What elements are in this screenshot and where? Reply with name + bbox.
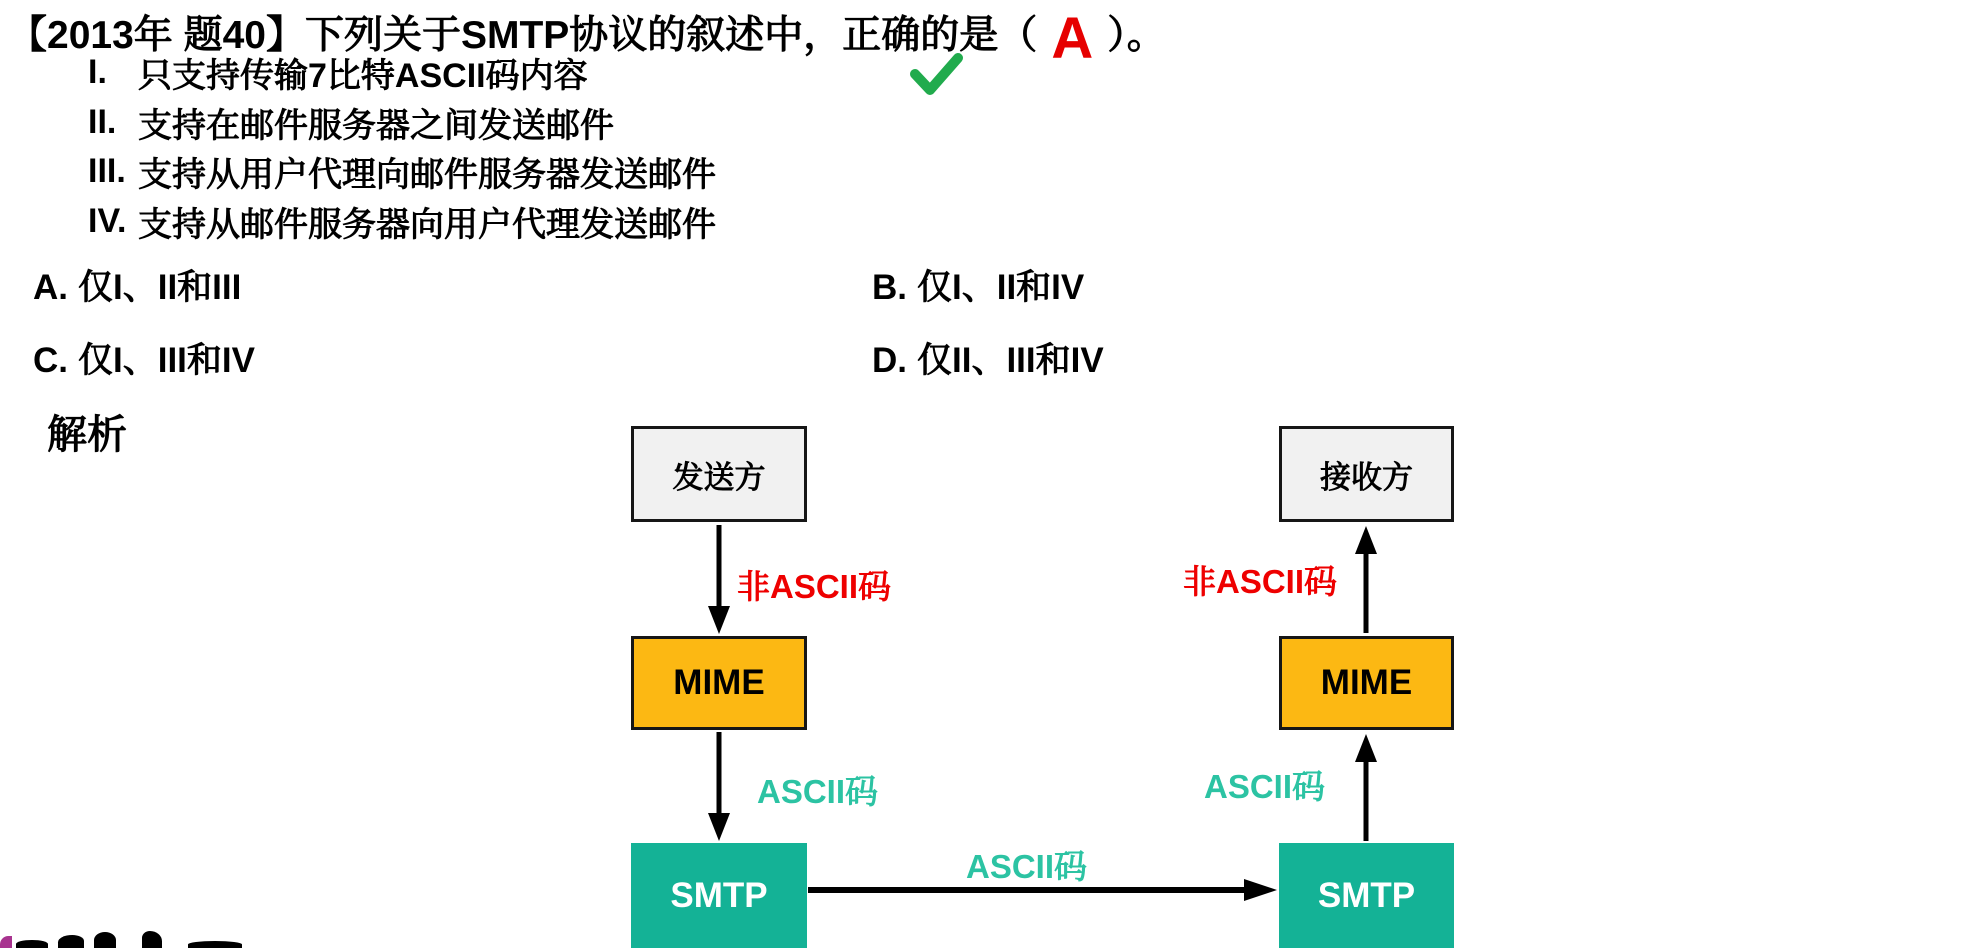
label-ascii-left: ASCII码 [757,773,879,810]
option-a [33,260,241,310]
statement-item-3 [88,147,716,197]
option-label: B. [872,268,907,307]
statement-item-1 [88,48,716,98]
watermark-remnant [16,940,48,948]
statement-item-2 [88,98,716,148]
option-b [872,260,1084,310]
option-text: 仅I、II和III [78,268,242,307]
mime-box-right: MIME [1279,636,1454,730]
receiver-box: 接收方 [1279,426,1454,522]
statement-text: 支持在邮件服务器之间发送邮件 [138,106,614,145]
watermark-remnant [0,936,12,948]
option-label: C. [33,341,68,380]
label-ascii-middle: ASCII码 [966,848,1088,885]
question-title-suffix: ）。 [1107,14,1166,57]
smtp-box-right: SMTP [1279,843,1454,948]
arrow-smtp-to-mime-right [1355,734,1377,841]
statement-text: 支持从邮件服务器向用户代理发送邮件 [138,205,716,244]
statement-item-4 [88,197,716,247]
watermark-remnant [58,935,84,948]
arrow-mime-to-receiver [1355,526,1377,633]
statement-text: 只支持传输7比特ASCII码内容 [138,57,588,96]
analysis-label: 解析 [47,413,127,457]
green-check-icon [908,52,964,96]
watermark-remnant [142,931,162,948]
option-label: A. [33,268,68,307]
watermark-remnant [94,932,116,948]
smtp-box-left: SMTP [631,843,807,948]
option-c [33,333,255,383]
arrow-sender-to-mime [708,525,730,634]
option-text: 仅I、II和IV [917,268,1085,307]
sender-box: 发送方 [631,426,807,522]
label-ascii-right: ASCII码 [1204,768,1326,805]
option-text: 仅I、III和IV [78,341,255,380]
label-non-ascii-left: 非ASCII码 [737,568,892,605]
option-text: 仅II、III和IV [917,341,1104,380]
mime-box-left: MIME [631,636,807,730]
option-label: D. [872,341,907,380]
option-d [872,333,1104,383]
label-non-ascii-right: 非ASCII码 [1183,563,1338,600]
statement-text: 支持从用户代理向邮件服务器发送邮件 [138,156,716,195]
statement-list [88,48,716,246]
answer-letter: A [1051,6,1094,71]
question-title-text: 【2013年 题40】下列关于SMTP协议的叙述中，正确的是（ [8,14,1038,57]
statement-numeral: I. [88,53,107,92]
statement-numeral: II. [88,102,117,141]
arrow-mime-to-smtp [708,732,730,841]
statement-numeral: IV. [88,201,127,240]
statement-numeral: III. [88,152,126,191]
watermark-remnant [188,941,242,948]
